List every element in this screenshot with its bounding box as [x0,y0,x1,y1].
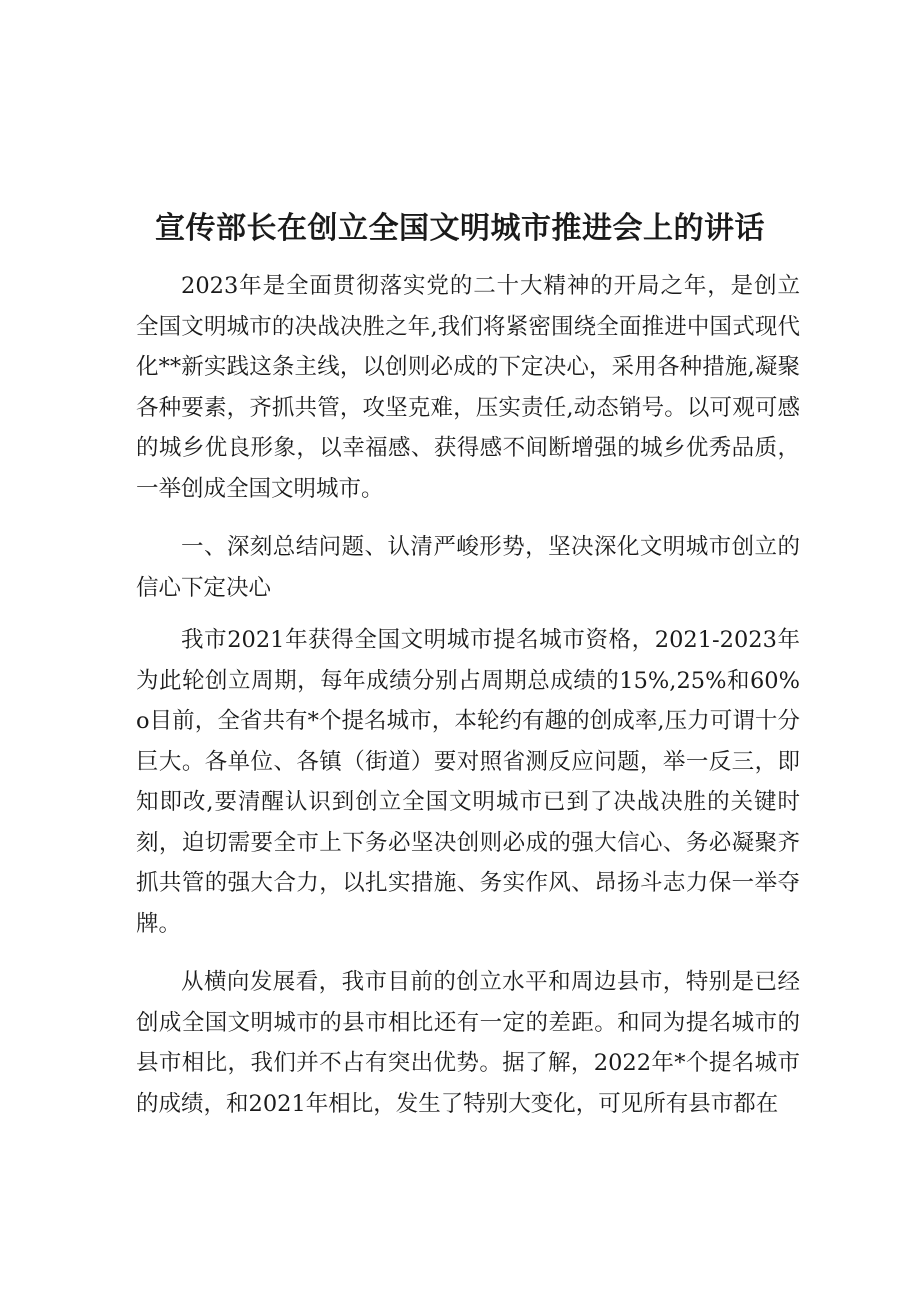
paragraph-section-1-body: 我市2021年获得全国文明城市提名城市资格，2021-2023年为此轮创立周期，每年成绩分别占周期总成绩的15%,25%和60%o目前，全省共有*个提名城市，本轮约有趣的创成率,压力可谓十分巨大。各单位、各镇（街道）要对照省测反应问题，举一反三，即知即改,要清醒认识到创立全国文明城市已到了决战决胜的关键时刻，迫切需要全市上下务必坚决创则必成的强大信心、务必凝聚齐抓共管的强大合力，以扎实措施、务实作风、昂扬斗志力保一举夺牌。 [136,627,800,937]
document-title: 宣传部长在创立全国文明城市推进会上的讲话 [155,211,765,247]
paragraph-intro: 2023年是全面贯彻落实党的二十大精神的开局之年，是创立全国文明城市的决战决胜之年,我们将紧密围绕全面推进中国式现代化**新实践这条主线，以创则必成的下定决心，采用各种措施,凝聚各种要素，齐抓共管，攻坚克难，压实责任,动态销号。以可观可感的城乡优良形象，以幸福感、获得感不间断增强的城乡优秀品质，一举创成全国文明城市。 [136,273,800,502]
section-heading-1: 一、深刻总结问题、认清严峻形势，坚决深化文明城市创立的信心下定决心 [136,534,800,601]
paragraph-horizontal-comparison: 从横向发展看，我市目前的创立水平和周边县市，特别是已经创成全国文明城市的县市相比还有一定的差距。和同为提名城市的县市相比，我们并不占有突出优势。据了解，2022年*个提名城市的成绩，和2021年相比，发生了特别大变化，可见所有县市都在 [136,969,800,1117]
